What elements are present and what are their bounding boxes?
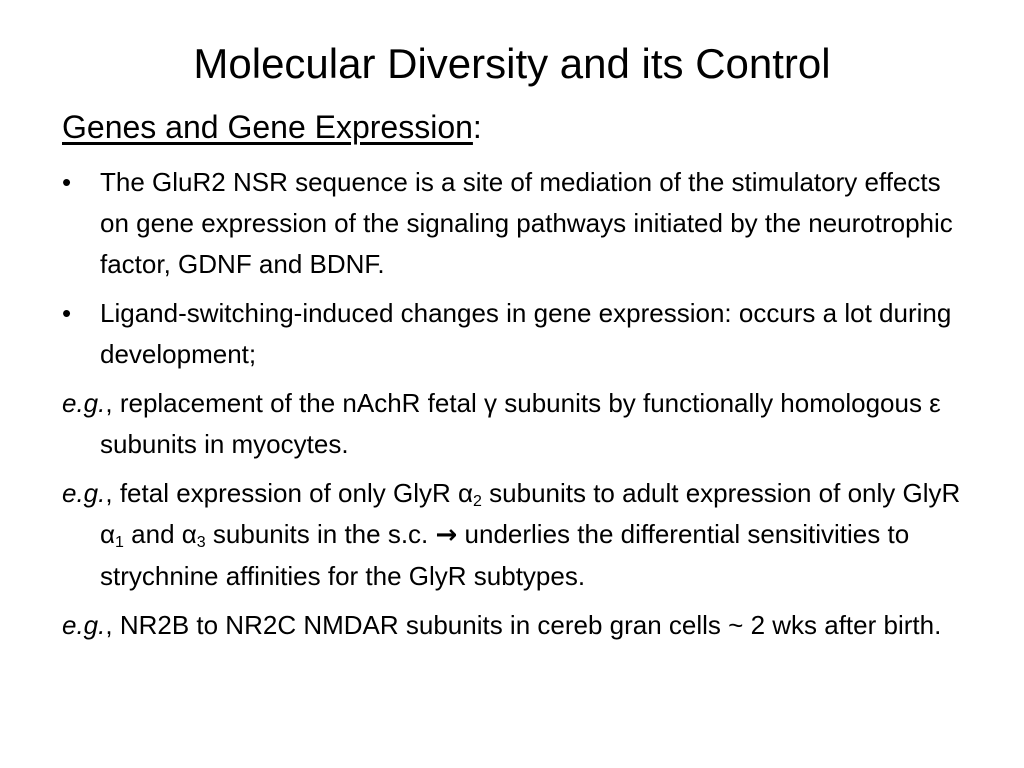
example-text: , fetal expression of only GlyR α — [105, 478, 474, 508]
bullet-icon: • — [62, 298, 72, 328]
subscript: 1 — [115, 534, 124, 551]
example-paragraph — [62, 383, 972, 465]
example-text: , NR2B to NR2C NMDAR subunits in cereb gran cells ~ 2 wks after birth. — [105, 610, 942, 640]
section-heading — [62, 104, 972, 150]
arrow-right-icon: → — [435, 520, 458, 550]
slide-title: Molecular Diversity and its Control — [193, 40, 831, 87]
bullet-icon: • — [62, 167, 72, 197]
subscript: 3 — [196, 534, 206, 551]
subscript: 2 — [473, 493, 482, 510]
bullet-item — [62, 293, 972, 375]
bullet-text: Ligand-switching-induced changes in gene expression: occurs a lot during development; — [100, 298, 952, 369]
bullet-text: The GluR2 NSR sequence is a site of mediation of the stimulatory effects on gene expression of the signaling pathways initiated by the neurotrophic factor, GDNF and BDNF. — [100, 167, 953, 279]
example-text: and α — [123, 519, 197, 549]
bullet-item — [62, 162, 972, 285]
example-text: subunits in the s.c. — [205, 519, 436, 549]
example-lead: e.g. — [62, 478, 106, 508]
example-lead: e.g. — [62, 388, 106, 418]
example-paragraph — [62, 605, 972, 646]
example-text: , replacement of the nAchR fetal γ subunits by functionally homologous ε subunits in myocytes. — [100, 388, 941, 459]
example-lead: e.g. — [62, 610, 106, 640]
section-heading-text: Genes and Gene Expression — [62, 109, 473, 145]
example-text: underlies the differential sensitivities to strychnine affinities for the GlyR subtypes. — [100, 519, 910, 591]
slide-body — [62, 104, 972, 654]
section-heading-colon: : — [472, 109, 482, 145]
example-text: subunits to adult expression of only GlyR α — [100, 478, 961, 549]
example-paragraph — [62, 473, 972, 597]
